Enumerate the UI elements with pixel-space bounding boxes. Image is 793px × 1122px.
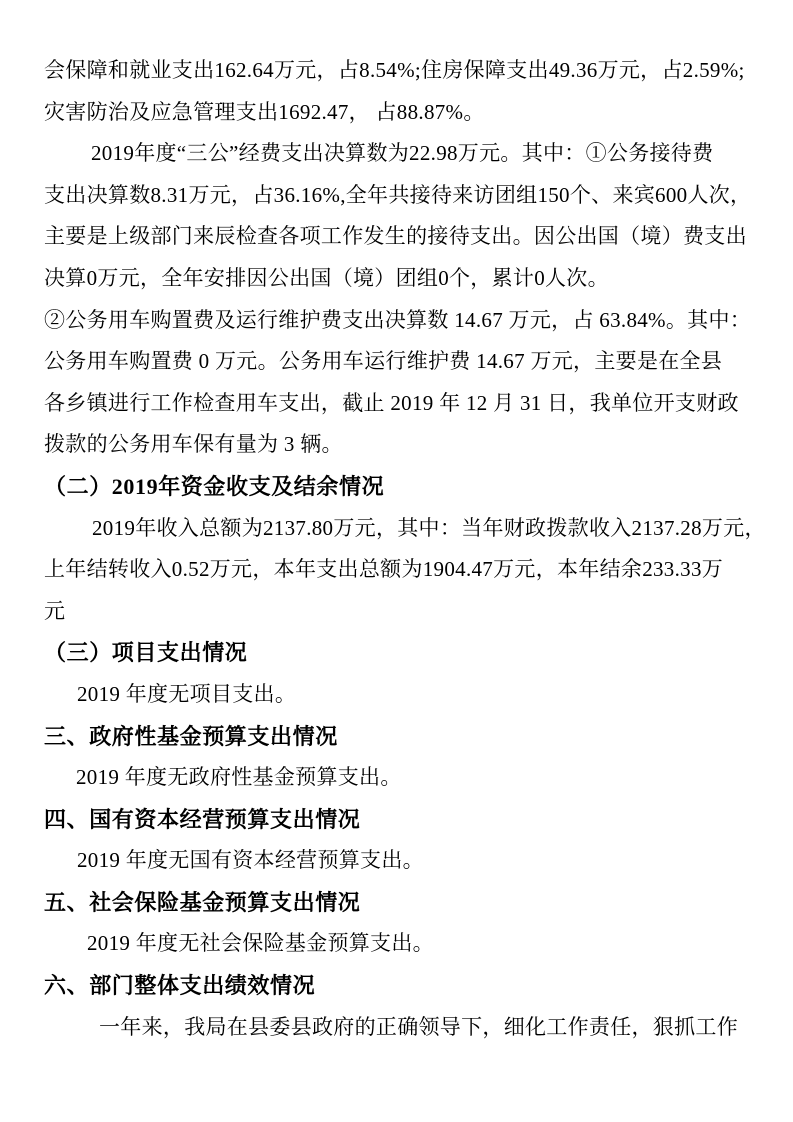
text-line: 各乡镇进行工作检查用车支出，截止 2019 年 12 月 31 日，我单位开支财政: [44, 390, 739, 415]
text-line: 会保障和就业支出162.64万元，占8.54%;住房保障支出49.36万元，占2.59%;: [44, 58, 745, 82]
section-heading: 六、部门整体支出绩效情况: [44, 973, 316, 999]
text-line: 元: [44, 598, 66, 623]
text-line: 一年来，我局在县委县政府的正确领导下，细化工作责任，狠抓工作: [99, 1014, 738, 1039]
text-line: 主要是上级部门来辰检查各项工作发生的接待支出。因公出国（境）费支出: [44, 224, 747, 249]
text-line: 2019 年度无政府性基金预算支出。: [76, 765, 402, 790]
section-heading: （三）项目支出情况: [44, 640, 248, 666]
text-line: 2019 年度无国有资本经营预算支出。: [77, 848, 424, 873]
section-heading: 三、政府性基金预算支出情况: [44, 723, 338, 749]
text-line: 支出决算数8.31万元，占36.16%,全年共接待来访团组150个、来宾600人次，: [44, 182, 752, 207]
text-line: 2019 年度无项目支出。: [77, 681, 297, 706]
document-content: [44, 50, 766, 1048]
section-heading: 五、社会保险基金预算支出情况: [44, 889, 361, 915]
text-line: 2019 年度无社会保险基金预算支出。: [87, 931, 434, 956]
section-heading: （二）2019年资金收支及结余情况: [44, 473, 385, 499]
text-line: 上年结转收入0.52万元，本年支出总额为1904.47万元，本年结余233.33万: [44, 557, 724, 582]
text-line: 2019年度“三公”经费支出决算数为22.98万元。其中：①公务接待费: [91, 141, 714, 166]
text-line: ②公务用车购置费及运行维护费支出决算数 14.67 万元，占 63.84%。其中：: [44, 307, 752, 332]
text-line: 2019年收入总额为2137.80万元，其中：当年财政拨款收入2137.28万元，: [92, 515, 766, 540]
text-line: 决算0万元，全年安排因公出国（境）团组0个，累计0人次。: [44, 265, 609, 290]
text-line: 灾害防治及应急管理支出1692.47， 占88.87%。: [44, 99, 485, 124]
text-line: 拨款的公务用车保有量为 3 辆。: [44, 432, 343, 457]
section-heading: 四、国有资本经营预算支出情况: [44, 806, 361, 832]
text-line: 公务用车购置费 0 万元。公务用车运行维护费 14.67 万元，主要是在全县: [44, 349, 723, 374]
